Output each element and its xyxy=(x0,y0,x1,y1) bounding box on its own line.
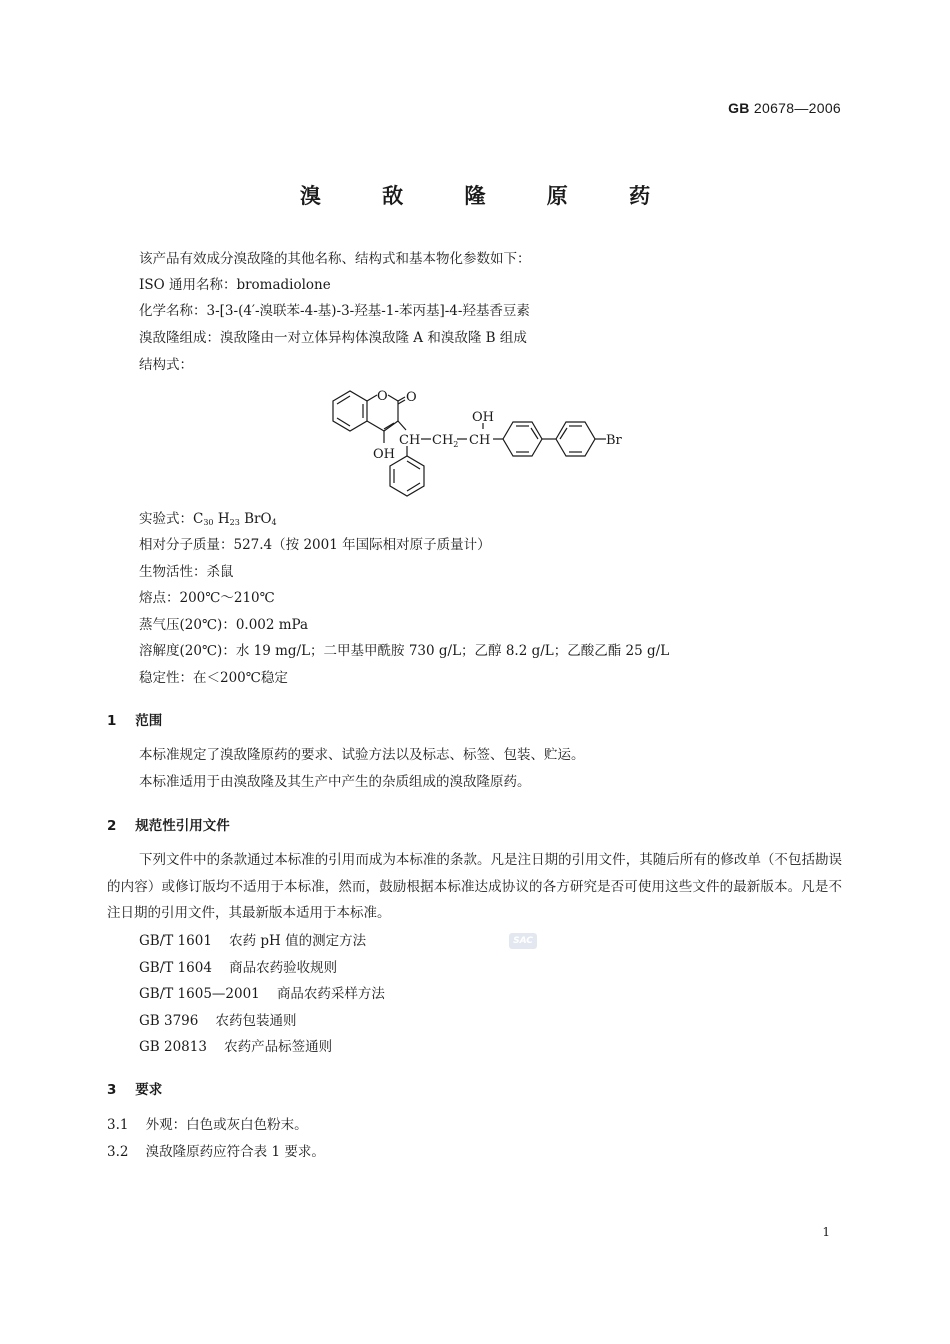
section-1-title: 范围 xyxy=(135,713,163,729)
structure-label: 结构式： xyxy=(139,357,193,373)
requirement-item xyxy=(107,1116,308,1134)
reference-code: GB/T 1604 xyxy=(139,960,212,976)
biphenyl-ring-1 xyxy=(503,422,542,456)
phenyl-ring xyxy=(390,456,424,496)
section-3-number: 3 xyxy=(107,1082,117,1098)
requirement-text: 外观：白色或灰白色粉末。 xyxy=(145,1117,308,1133)
molar-mass: 相对分子质量：527.4（按 2001 年国际相对原子质量计） xyxy=(139,537,491,553)
melting-point: 熔点：200℃～210℃ xyxy=(139,590,275,606)
formula-h-sub: 23 xyxy=(229,518,240,527)
iso-name: ISO 通用名称：bromadiolone xyxy=(139,277,331,293)
stability: 稳定性：在＜200℃稳定 xyxy=(139,670,288,686)
reference-code: GB 20813 xyxy=(139,1039,207,1055)
reference-title: 农药包装通则 xyxy=(215,1013,297,1029)
biphenyl-ring-2 xyxy=(556,422,595,456)
composition: 溴敌隆组成：溴敌隆由一对立体异构体溴敌隆 A 和溴敌隆 B 组成 xyxy=(139,330,527,346)
reference-title: 农药产品标签通则 xyxy=(224,1039,333,1055)
benzo-ring xyxy=(333,391,367,431)
standard-code xyxy=(728,100,841,116)
reference-item xyxy=(139,1012,297,1030)
section-2-number: 2 xyxy=(107,818,117,834)
section-1-para-1: 本标准规定了溴敌隆原药的要求、试验方法以及标志、标签、包装、贮运。 xyxy=(139,747,585,763)
empirical-formula xyxy=(139,510,277,532)
requirement-number: 3.2 xyxy=(107,1144,129,1160)
ch2-symbol: CH xyxy=(432,433,454,448)
page-number: 1 xyxy=(822,1225,830,1239)
reference-code: GB 3796 xyxy=(139,1013,199,1029)
bromine: Br xyxy=(606,433,622,448)
bioactivity: 生物活性：杀鼠 xyxy=(139,564,234,580)
carbonyl-oxygen: O xyxy=(406,390,417,405)
hydroxyl-bottom: OH xyxy=(373,447,395,462)
reference-item xyxy=(139,932,366,950)
section-1-number: 1 xyxy=(107,713,117,729)
solubility: 溶解度(20℃)：水 19 mg/L；二甲基甲酰胺 730 g/L；乙醇 8.2 g/L；乙酸乙酯 25 g/L xyxy=(139,643,670,659)
reference-title: 商品农药验收规则 xyxy=(229,960,338,976)
requirement-item xyxy=(107,1143,325,1161)
structural-formula xyxy=(310,388,650,506)
reference-code: GB/T 1601 xyxy=(139,933,212,949)
formula-h: H xyxy=(213,511,230,527)
reference-title: 商品农药采样方法 xyxy=(276,986,385,1002)
ch-left: CH xyxy=(399,433,421,448)
formula-rest: BrO xyxy=(239,511,272,527)
section-2-heading xyxy=(107,814,230,834)
ch2-group xyxy=(432,433,458,449)
document-title: 溴 敌 隆 原 药 xyxy=(299,184,678,208)
standard-number: 20678—2006 xyxy=(753,100,841,116)
formula-o-sub: 4 xyxy=(271,518,277,527)
vapor-pressure: 蒸气压(20℃)：0.002 mPa xyxy=(139,617,309,633)
reference-item xyxy=(139,1038,332,1056)
intro-lead: 该产品有效成分溴敌隆的其他名称、结构式和基本物化参数如下： xyxy=(139,251,531,267)
section-2-title: 规范性引用文件 xyxy=(135,818,230,834)
requirement-number: 3.1 xyxy=(107,1117,129,1133)
reference-title: 农药 pH 值的测定方法 xyxy=(229,933,367,949)
ring-oxygen: O xyxy=(377,389,388,404)
hydroxyl-top: OH xyxy=(472,410,494,425)
reference-item xyxy=(139,985,385,1003)
requirement-text: 溴敌隆原药应符合表 1 要求。 xyxy=(145,1144,325,1160)
formula-prefix: 实验式：C xyxy=(139,511,204,527)
section-1-para-2: 本标准适用于由溴敌隆及其生产中产生的杂质组成的溴敌隆原药。 xyxy=(139,774,531,790)
section-3-title: 要求 xyxy=(135,1082,163,1098)
reference-code: GB/T 1605—2001 xyxy=(139,986,260,1002)
section-1-heading xyxy=(107,709,162,729)
chemical-name: 化学名称：3-[3-(4′-溴联苯-4-基)-3-羟基-1-苯丙基]-4-羟基香豆素 xyxy=(139,303,530,319)
ch-right: CH xyxy=(469,433,491,448)
formula-c-sub: 30 xyxy=(203,518,214,527)
section-2-paragraph: 下列文件中的条款通过本标准的引用而成为本标准的条款。凡是注日期的引用文件，其随后所有的修改单（不包括勘误的内容）或修订版均不适用于本标准，然而，鼓励根据本标准达成协议的各方研究是否可使用这些文件的最新版本。凡是不注日期的引用文件，其最新版本适用于本标准。 xyxy=(107,852,842,921)
section-3-heading xyxy=(107,1078,162,1098)
sac-watermark: SAC xyxy=(509,933,537,949)
standard-prefix: GB xyxy=(728,100,750,116)
ch2-subscript: 2 xyxy=(453,440,459,449)
reference-item xyxy=(139,959,337,977)
